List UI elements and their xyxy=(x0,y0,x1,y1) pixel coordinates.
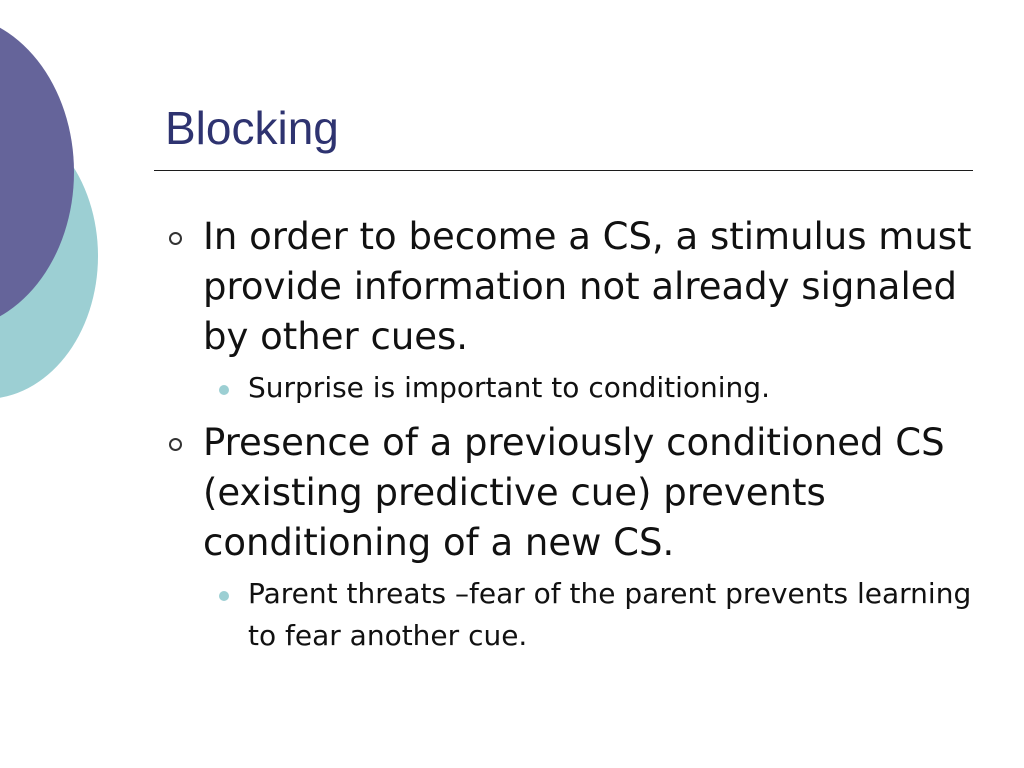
hollow-circle-bullet-icon xyxy=(169,438,182,451)
sub-bullet-item xyxy=(209,367,974,409)
title-divider xyxy=(154,170,973,171)
bullet-text: In order to become a CS, a stimulus must provide information not already signaled by other cues. xyxy=(203,215,972,358)
bullet-text: Presence of a previously conditioned CS (existing predictive cue) prevents conditioning of a new CS. xyxy=(203,421,945,564)
filled-circle-bullet-icon xyxy=(219,591,229,601)
sub-bullet-item xyxy=(209,573,974,657)
bullet-list xyxy=(164,212,974,657)
bullet-item xyxy=(164,212,974,362)
hollow-circle-bullet-icon xyxy=(169,232,182,245)
sub-bullet-text: Surprise is important to conditioning. xyxy=(248,371,770,404)
bullet-item xyxy=(164,418,974,568)
sub-bullet-text: Parent threats –fear of the parent prevents learning to fear another cue. xyxy=(248,577,972,652)
slide-title: Blocking xyxy=(165,102,339,154)
filled-circle-bullet-icon xyxy=(219,385,229,395)
